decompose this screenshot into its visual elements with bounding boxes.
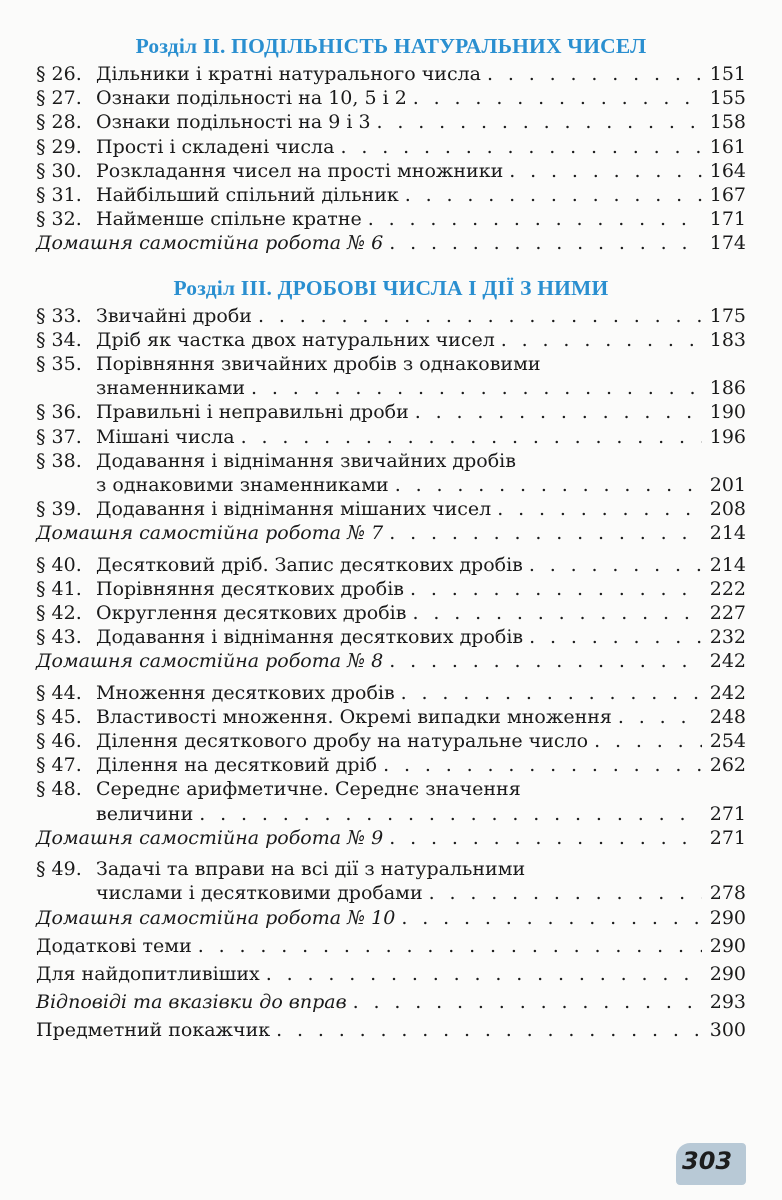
appendix-entry[interactable] [36, 934, 746, 958]
dot-leader [241, 425, 702, 449]
toc-entry[interactable] [36, 681, 746, 705]
section-number: § 47. [36, 754, 82, 777]
section-3-entries [36, 304, 746, 930]
toc-entry[interactable] [36, 497, 746, 521]
homework-entry[interactable] [36, 231, 746, 255]
entry-title: Властивості множення. Окремі випадки множення [96, 705, 612, 728]
entry-title: Для найдопитливіших [36, 962, 260, 985]
dot-leader [266, 962, 702, 986]
toc-entry[interactable] [36, 328, 746, 352]
toc-entry[interactable] [36, 207, 746, 231]
entry-title: числами і десятковими дробами [96, 882, 423, 905]
toc-entry[interactable] [36, 304, 746, 328]
entry-page-number: 254 [709, 730, 746, 753]
section-number: § 31. [36, 184, 82, 207]
homework-entry[interactable] [36, 826, 746, 850]
dot-leader [594, 729, 702, 753]
toc-entry[interactable] [36, 425, 746, 449]
section-2-entries [36, 62, 746, 256]
section-number: § 34. [36, 328, 82, 351]
entry-page-number: 158 [709, 111, 746, 134]
homework-entry[interactable] [36, 906, 746, 930]
section-number: § 29. [36, 135, 82, 158]
entry-title: Домашня самостійна робота № 9 [36, 826, 384, 849]
entry-page-number: 196 [709, 425, 746, 448]
toc-entry[interactable] [36, 625, 746, 649]
entry-page-number: 248 [709, 705, 746, 728]
entry-page-number: 214 [709, 553, 746, 576]
dot-leader [618, 705, 702, 729]
dot-leader [389, 649, 702, 673]
entry-page-number: 214 [709, 522, 746, 545]
dot-leader [368, 207, 702, 231]
dot-leader [501, 328, 702, 352]
entry-title: Домашня самостійна робота № 10 [36, 906, 396, 929]
section-number: § 41. [36, 577, 82, 600]
entry-title-line: Середнє арифметичне. Середнє значення [96, 778, 521, 801]
section-number: § 39. [36, 498, 82, 521]
entry-title: Дільники і кратні натурального числа [96, 63, 482, 85]
entry-title: Найменше спільне кратне [96, 208, 362, 231]
toc-entry[interactable] [36, 553, 746, 577]
dot-leader [389, 231, 702, 255]
page-number-badge [676, 1143, 746, 1185]
toc-entry[interactable] [36, 400, 746, 424]
entry-page-number: 171 [709, 208, 746, 231]
toc-entry[interactable] [36, 777, 746, 825]
entry-page-number: 151 [709, 63, 746, 85]
section-number: § 30. [36, 159, 82, 182]
entry-title: Домашня самостійна робота № 7 [36, 522, 384, 545]
section-3-title: Розділ III. ДРОБОВІ ЧИСЛА І ДІЇ З НИМИ [173, 275, 609, 300]
entry-page-number: 186 [709, 377, 746, 400]
entry-page-number: 208 [709, 498, 746, 521]
section-number: § 36. [36, 401, 82, 424]
section-number: § 49. [36, 858, 82, 881]
entry-page-number: 227 [709, 602, 746, 625]
entry-page-number: 300 [709, 1019, 746, 1042]
section-2-title: Розділ II. ПОДІЛЬНІСТЬ НАТУРАЛЬНИХ ЧИСЕЛ [135, 34, 647, 58]
entry-title: Прості і складені числа [96, 135, 335, 158]
toc-entry[interactable] [36, 352, 746, 400]
entry-page-number: 242 [709, 681, 746, 704]
dot-leader [487, 62, 702, 86]
dot-leader [529, 625, 702, 649]
entry-title: Ознаки подільності на 10, 5 і 2 [96, 87, 407, 110]
entry-title: Множення десяткових дробів [96, 681, 395, 704]
dot-leader [429, 881, 702, 905]
entry-title: Порівняння десяткових дробів [96, 577, 404, 600]
entry-title: Найбільший спільний дільник [96, 184, 399, 207]
toc-entry[interactable] [36, 86, 746, 110]
entry-page-number: 271 [709, 826, 746, 849]
entry-page-number: 271 [709, 802, 746, 825]
section-number: § 43. [36, 626, 82, 649]
page-number: 303 [682, 1147, 733, 1175]
entry-title: знаменниками [96, 377, 246, 400]
toc-entry[interactable] [36, 62, 746, 86]
section-number: § 35. [36, 353, 82, 376]
entry-title: Ділення десяткового дробу на натуральне число [96, 730, 589, 753]
toc-entry[interactable] [36, 449, 746, 497]
entry-title: Розкладання чисел на прості множники [96, 159, 504, 182]
entry-title: Предметний покажчик [36, 1019, 271, 1042]
toc-entry[interactable] [36, 729, 746, 753]
dot-leader [415, 400, 702, 424]
entry-title: величини [96, 802, 194, 825]
appendix-entry[interactable] [36, 1018, 746, 1042]
section-number: § 33. [36, 304, 82, 327]
toc-entry[interactable] [36, 183, 746, 207]
dot-leader [276, 1018, 702, 1042]
section-number: § 28. [36, 111, 82, 134]
appendix-entry[interactable] [36, 990, 746, 1014]
entry-page-number: 190 [709, 401, 746, 424]
homework-entry[interactable] [36, 521, 746, 545]
dot-leader [410, 577, 702, 601]
section-number: § 45. [36, 705, 82, 728]
dot-leader [258, 304, 702, 328]
entry-page-number: 242 [709, 650, 746, 673]
entry-title-line: Задачі та вправи на всі дії з натуральними [96, 858, 526, 881]
table-of-contents [36, 28, 746, 1043]
entry-title: Правильні і неправильні дроби [96, 401, 409, 424]
dot-leader [353, 990, 702, 1014]
dot-leader [377, 110, 702, 134]
toc-entry[interactable] [36, 159, 746, 183]
entry-title: Округлення десяткових дробів [96, 602, 407, 625]
entry-page-number: 290 [709, 906, 746, 929]
section-number: § 46. [36, 730, 82, 753]
entry-title: Додаткові теми [36, 934, 192, 957]
section-number: § 26. [36, 63, 82, 85]
entry-page-number: 293 [709, 991, 746, 1014]
section-number: § 44. [36, 681, 82, 704]
entry-title: Ознаки подільності на 9 і 3 [96, 111, 371, 134]
entry-page-number: 262 [709, 754, 746, 777]
appendix-entry[interactable] [36, 962, 746, 986]
dot-leader [389, 521, 702, 545]
dot-leader [199, 802, 702, 826]
entry-title: Мішані числа [96, 425, 235, 448]
dot-leader [413, 86, 702, 110]
entry-title: Дріб як частка двох натуральних чисел [96, 328, 495, 351]
dot-leader [497, 497, 702, 521]
toc-entry[interactable] [36, 110, 746, 134]
entry-page-number: 174 [709, 232, 746, 255]
entry-page-number: 183 [709, 328, 746, 351]
section-number: § 42. [36, 602, 82, 625]
entry-title: Звичайні дроби [96, 304, 252, 327]
dot-leader [389, 826, 702, 850]
section-number: § 27. [36, 87, 82, 110]
dot-leader [412, 601, 702, 625]
dot-leader [509, 159, 702, 183]
dot-leader [395, 473, 702, 497]
toc-entry[interactable] [36, 705, 746, 729]
toc-entry[interactable] [36, 577, 746, 601]
entry-title-line: Порівняння звичайних дробів з однаковими [96, 353, 541, 376]
entry-page-number: 175 [709, 304, 746, 327]
entry-title: Додавання і віднімання мішаних чисел [96, 498, 492, 521]
dot-leader [405, 183, 702, 207]
entry-page-number: 155 [709, 87, 746, 110]
section-number: § 40. [36, 553, 82, 576]
entry-title-line: Додавання і віднімання звичайних дробів [96, 449, 516, 472]
toc-entry[interactable] [36, 753, 746, 777]
section-number: § 38. [36, 449, 82, 472]
dot-leader [529, 553, 702, 577]
toc-entry[interactable] [36, 857, 746, 905]
dot-leader [251, 376, 702, 400]
entry-page-number: 164 [709, 159, 746, 182]
toc-entry[interactable] [36, 601, 746, 625]
entry-title: Домашня самостійна робота № 6 [36, 232, 384, 255]
entry-page-number: 161 [709, 135, 746, 158]
entry-title: Ділення на десятковий дріб [96, 754, 378, 777]
entry-page-number: 290 [709, 962, 746, 985]
extra-entries [36, 934, 746, 1043]
entry-page-number: 167 [709, 184, 746, 207]
entry-page-number: 232 [709, 626, 746, 649]
dot-leader [340, 135, 702, 159]
dot-leader [383, 753, 702, 777]
dot-leader [198, 934, 702, 958]
section-number: § 48. [36, 778, 82, 801]
section-number: § 37. [36, 425, 82, 448]
toc-entry[interactable] [36, 135, 746, 159]
entry-title: Домашня самостійна робота № 8 [36, 650, 384, 673]
section-number: § 32. [36, 208, 82, 231]
dot-leader [401, 906, 702, 930]
entry-title: з однаковими знаменниками [96, 474, 389, 497]
dot-leader [401, 681, 702, 705]
entry-page-number: 222 [709, 577, 746, 600]
homework-entry[interactable] [36, 649, 746, 673]
entry-page-number: 278 [709, 882, 746, 905]
entry-page-number: 201 [709, 474, 746, 497]
entry-title: Відповіді та вказівки до вправ [36, 991, 347, 1014]
entry-title: Десятковий дріб. Запис десяткових дробів [96, 553, 523, 576]
entry-page-number: 290 [709, 934, 746, 957]
entry-title: Додавання і віднімання десяткових дробів [96, 626, 524, 649]
